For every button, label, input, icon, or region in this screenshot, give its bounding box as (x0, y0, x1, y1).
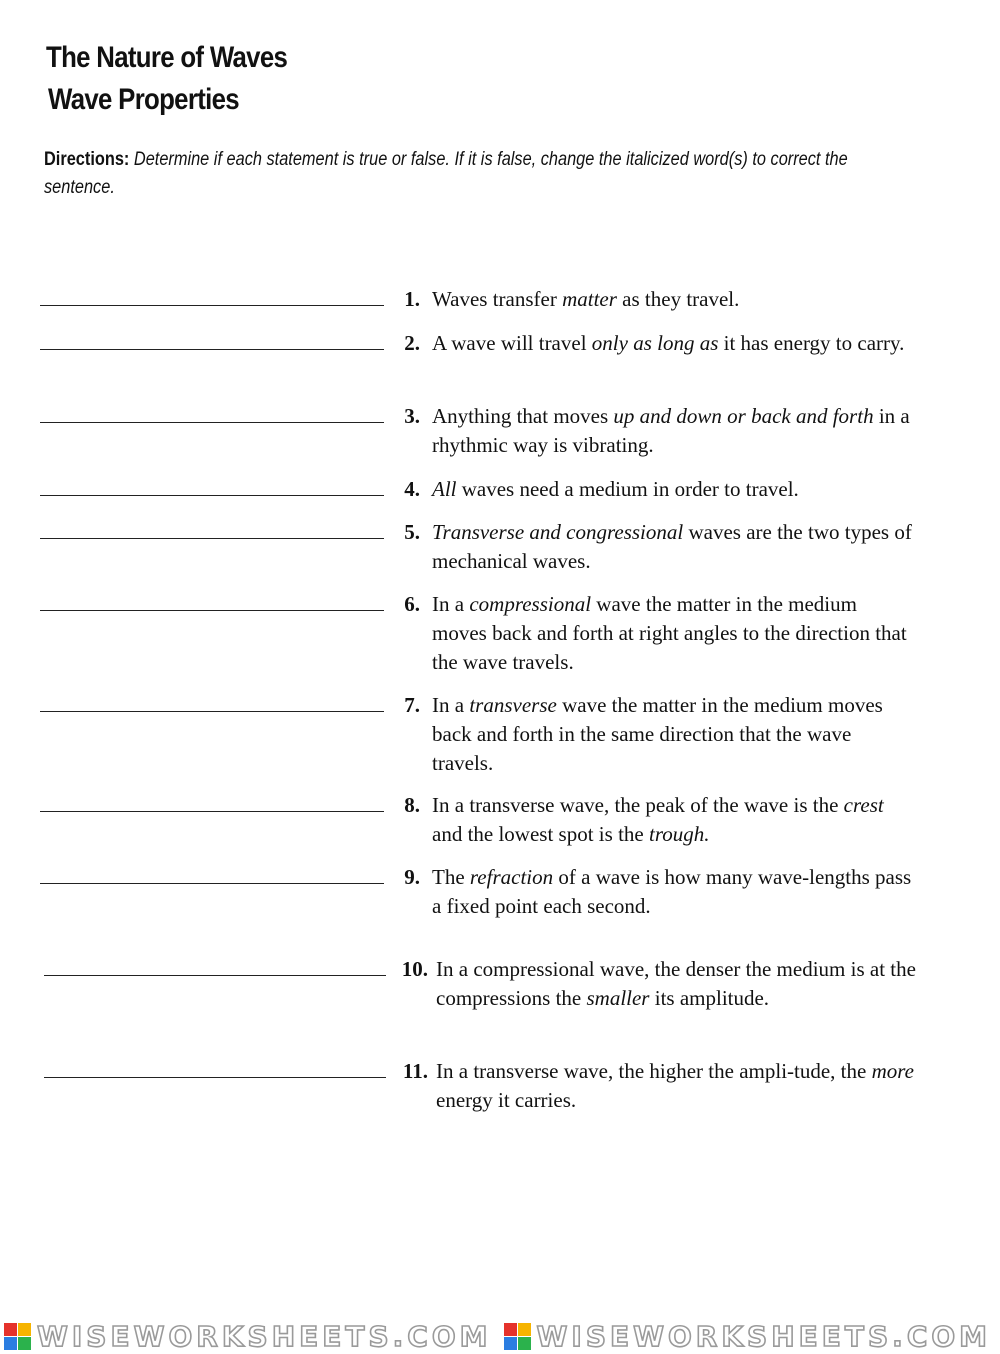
text-segment: Waves transfer (432, 287, 563, 311)
brand-watermark: WISEWORKSHEETS.COM (37, 1319, 492, 1353)
text-segment: A wave will travel (432, 331, 592, 355)
brand-watermark: WISEWORKSHEETS.COM (536, 1319, 992, 1353)
answer-blank[interactable] (44, 1077, 386, 1078)
text-segment: In a compressional wave, the denser the medium is at the compressions the (436, 957, 916, 1010)
statement-text (432, 791, 912, 849)
italic-term: transverse (469, 693, 557, 717)
text-segment: In a transverse wave, the peak of the wave is the (432, 793, 844, 817)
answer-blank[interactable] (40, 305, 384, 306)
statement-number: 2. (404, 331, 420, 355)
brand-badge-icon (4, 1323, 31, 1350)
italic-term: crest (843, 793, 884, 817)
text-segment: In a (432, 592, 470, 616)
text-segment: waves need a medium in order to travel. (456, 477, 799, 501)
text-segment: In a transverse wave, the higher the ampli-tude, the (436, 1059, 872, 1083)
statement-text (432, 518, 912, 576)
text-segment: energy it carries. (436, 1088, 577, 1112)
answer-blank[interactable] (40, 349, 384, 350)
badge-square (504, 1323, 517, 1336)
italic-term: up and down or back and forth (613, 404, 874, 428)
italic-term: more (871, 1059, 914, 1083)
badge-square (4, 1323, 17, 1336)
directions-text: Determine if each statement is true or false. If it is false, change the italicized word(s) to correct the sentence. (44, 149, 848, 198)
italic-term: All (432, 477, 457, 501)
badge-square (18, 1337, 31, 1350)
text-segment: In a (432, 693, 470, 717)
text-segment: of a wave is how many wave-lengths pass a fixed point each second. (432, 865, 912, 918)
answer-blank[interactable] (40, 610, 384, 611)
answer-blank[interactable] (40, 495, 384, 496)
text-segment: it has energy to carry. (718, 331, 905, 355)
answer-blank[interactable] (40, 883, 384, 884)
badge-square (18, 1323, 31, 1336)
text-segment: Anything that moves (432, 404, 614, 428)
badge-square (518, 1323, 531, 1336)
text-segment: its amplitude. (649, 986, 770, 1010)
statement-number: 9. (404, 865, 420, 889)
text-segment: wave the matter in the medium moves back and forth in the same direction that the wave travels. (432, 693, 883, 775)
statement-number: 3. (404, 404, 420, 428)
footer-watermark (0, 1318, 1000, 1354)
statement-number: 1. (404, 287, 420, 311)
text-segment: in a rhythmic way is vibrating. (432, 404, 910, 457)
statement-text (432, 863, 912, 921)
badge-square (504, 1337, 517, 1350)
italic-term: compressional (469, 592, 592, 616)
badge-square (518, 1337, 531, 1350)
directions (44, 146, 904, 202)
statement-text (432, 590, 912, 677)
statement-text (432, 475, 912, 504)
statement-text (432, 402, 912, 460)
answer-blank[interactable] (40, 711, 384, 712)
statement-text (432, 691, 912, 778)
statement-number: 7. (404, 693, 420, 717)
text-segment: The (432, 865, 470, 889)
statement-text (436, 1057, 916, 1115)
worksheet-subtitle: Wave Properties (48, 83, 239, 116)
answer-blank[interactable] (40, 422, 384, 423)
statement-number: 4. (404, 477, 420, 501)
italic-term: only as long as (591, 331, 719, 355)
worksheet-title: The Nature of Waves (46, 41, 288, 74)
answer-blank[interactable] (40, 538, 384, 539)
statement-number: 10. (401, 957, 428, 981)
italic-term: matter (562, 287, 617, 311)
directions-label: Directions: (44, 149, 130, 170)
answer-blank[interactable] (44, 975, 386, 976)
italic-term: smaller (586, 986, 650, 1010)
statement-number: 5. (404, 520, 420, 544)
statement-text (436, 955, 916, 1013)
italic-term: Transverse and congressional (432, 520, 684, 544)
answer-blank[interactable] (40, 811, 384, 812)
statement-text (432, 329, 912, 358)
italic-term: refraction (469, 865, 554, 889)
badge-square (4, 1337, 17, 1350)
text-segment: and the lowest spot is the (432, 822, 649, 846)
text-segment: waves are the two types of mechanical waves. (432, 520, 912, 573)
statement-number: 8. (404, 793, 420, 817)
brand-badge-icon (504, 1323, 531, 1350)
text-segment: as they travel. (616, 287, 740, 311)
italic-term: trough. (648, 822, 710, 846)
statement-text (432, 285, 912, 314)
statement-number: 6. (404, 592, 420, 616)
statement-number: 11. (402, 1059, 428, 1083)
text-segment: wave the matter in the medium moves back and forth at right angles to the direction that the wave travels. (432, 592, 907, 674)
